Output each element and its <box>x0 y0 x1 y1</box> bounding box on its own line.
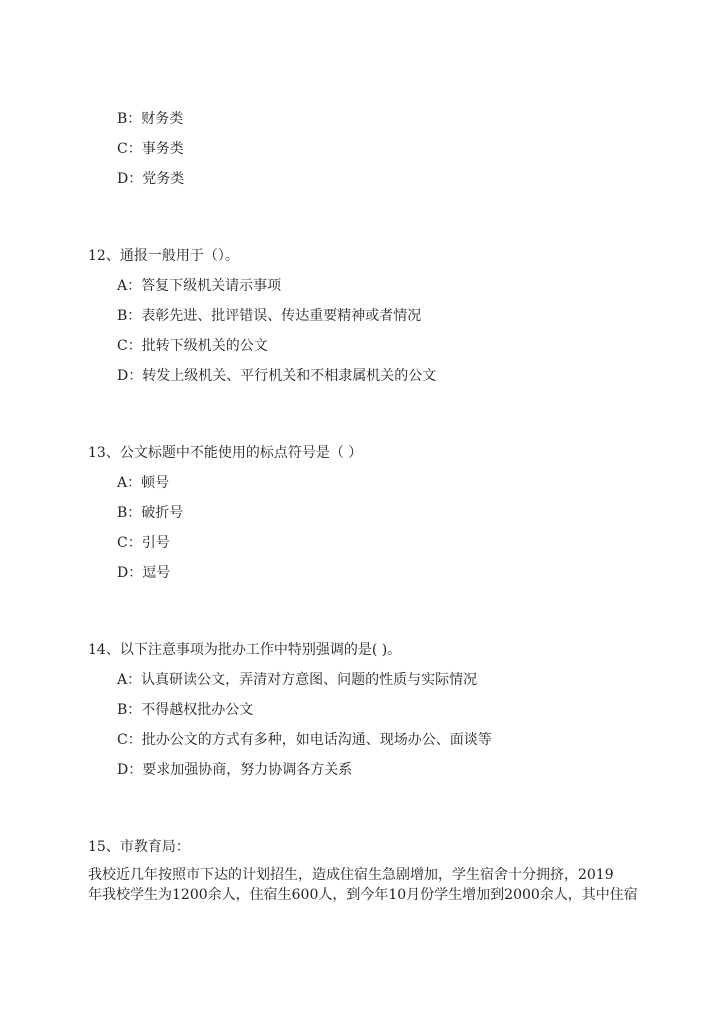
question-12-option-d: D：转发上级机关、平行机关和不相隶属机关的公文 <box>117 368 437 384</box>
option-c: C：事务类 <box>117 141 184 157</box>
question-12-title: 12、通报一般用于（）。 <box>88 248 239 264</box>
question-14-option-b: B：不得越权批办公文 <box>117 702 254 718</box>
question-13-title: 13、公文标题中不能使用的标点符号是（ ） <box>88 445 363 461</box>
option-d: D：党务类 <box>117 171 185 187</box>
question-13-option-a: A：顿号 <box>117 475 170 491</box>
question-15-paragraph-line-1: 我校近几年按照市下达的计划招生，造成住宿生急剧增加，学生宿舍十分拥挤，2019 <box>88 867 614 883</box>
question-13-option-c: C：引号 <box>117 535 170 551</box>
question-14-option-a: A：认真研读公文，弄清对方意图、问题的性质与实际情况 <box>117 672 478 688</box>
question-13-option-d: D：逗号 <box>117 565 171 581</box>
question-14-option-d: D：要求加强协商，努力协调各方关系 <box>117 762 353 778</box>
question-13-option-b: B：破折号 <box>117 505 184 521</box>
question-14-title: 14、以下注意事项为批办工作中特别强调的是( )。 <box>88 642 402 658</box>
question-14-option-c: C：批办公文的方式有多种，如电话沟通、现场办公、面谈等 <box>117 732 492 748</box>
question-12-option-b: B：表彰先进、批评错误、传达重要精神或者情况 <box>117 308 422 324</box>
question-15-title: 15、市教育局： <box>88 839 190 855</box>
question-15-paragraph-line-2: 年我校学生为1200余人，住宿生600人，到今年10月份学生增加到2000余人，其中住宿 <box>88 887 638 903</box>
question-12-option-a: A：答复下级机关请示事项 <box>117 278 282 294</box>
option-b: B：财务类 <box>117 111 184 127</box>
question-12-option-c: C：批转下级机关的公文 <box>117 338 268 354</box>
